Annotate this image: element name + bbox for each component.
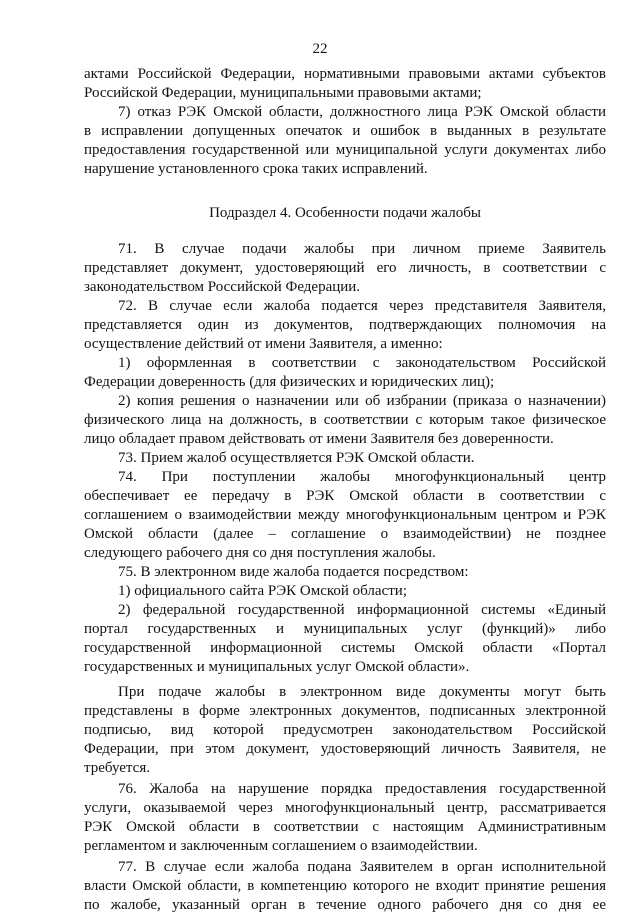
text-line: 1) официального сайта РЭК Омской области; [118,583,407,599]
text-line: предоставления государственной или муниципальной услуги документах либо [84,142,606,158]
text-line: 71. В случае подачи жалобы при личном приеме Заявитель [118,241,606,257]
page-number: 22 [312,41,328,57]
text-line: государственной информационной системы Омской области «Портал [84,640,606,656]
text-line: Федерации доверенность (для физических и юридических лиц); [84,374,495,390]
text-line: регламентом и заключенным соглашением о взаимодействии. [84,838,478,854]
text-line: 7) отказ РЭК Омской области, должностного лица РЭК Омской области [118,104,606,120]
text-line: услуги, оказываемой через многофункциональный центр, рассматривается [84,800,606,816]
text-line: осуществление действий от имени Заявителя, а именно: [84,336,443,352]
text-line: актами Российской Федерации, нормативными правовыми актами субъектов [84,66,606,82]
text-line: РЭК Омской области в соответствии с настоящим Административным [84,819,606,835]
text-line: Российской Федерации, муниципальными правовыми актами; [84,85,482,101]
text-line: в исправлении допущенных опечаток и ошибок в выданных в результате [84,123,606,139]
text-line: представляется один из документов, подтверждающих полномочия на [84,317,606,333]
text-line: портал государственных и муниципальных услуг (функций)» либо [84,621,606,637]
text-line: власти Омской области, в компетенцию которого не входит принятие решения [84,878,606,894]
text-line: Омской области (далее – соглашение о взаимодействии) не позднее [84,526,606,542]
text-line: лицо обладает правом действовать от имени Заявителя без доверенности. [84,431,554,447]
text-line: 76. Жалоба на нарушение порядка предоставления государственной [118,781,606,797]
subsection-heading: Подраздел 4. Особенности подачи жалобы [209,205,481,221]
text-line: Федерации, при этом документ, удостоверяющий личность Заявителя, не [84,741,606,757]
text-line: государственных и муниципальных услуг Омской области». [84,659,470,675]
text-line: соглашением о взаимодействии между многофункциональным центром и РЭК [84,507,606,523]
text-line: При подаче жалобы в электронном виде документы могут быть [118,684,606,700]
text-line: следующего рабочего дня со дня поступления жалобы. [84,545,436,561]
text-line: законодательством Российской Федерации. [84,279,361,295]
text-line: требуется. [84,760,150,776]
text-line: 2) копия решения о назначении или об избрании (приказа о назначении) [118,393,606,409]
text-line: подписью, вид которой предусмотрен законодательством Российской [84,722,606,738]
text-line: обеспечивает ее передачу в РЭК Омской области в соответствии с [84,488,606,504]
text-line: 73. Прием жалоб осуществляется РЭК Омской области. [118,450,475,466]
text-line: 75. В электронном виде жалоба подается посредством: [118,564,469,580]
text-line: 77. В случае если жалоба подана Заявителем в орган исполнительной [118,859,606,875]
text-line: 72. В случае если жалоба подается через представителя Заявителя, [118,298,606,314]
text-line: представлены в форме электронных документов, подписанных электронной [84,703,606,719]
text-line: 74. При поступлении жалобы многофункциональный центр [118,469,606,485]
text-line: представляет документ, удостоверяющий его личность, в соответствии с [84,260,606,276]
text-line: нарушение установленного срока таких исправлений. [84,161,428,177]
text-line: физического лица на должность, в соответствии с которым такое физическое [84,412,606,428]
text-line: по жалобе, указанный орган в течение одного рабочего дня со дня ее [84,897,606,913]
text-line: 1) оформленная в соответствии с законодательством Российской [118,355,606,371]
text-line: 2) федеральной государственной информационной системы «Единый [118,602,606,618]
